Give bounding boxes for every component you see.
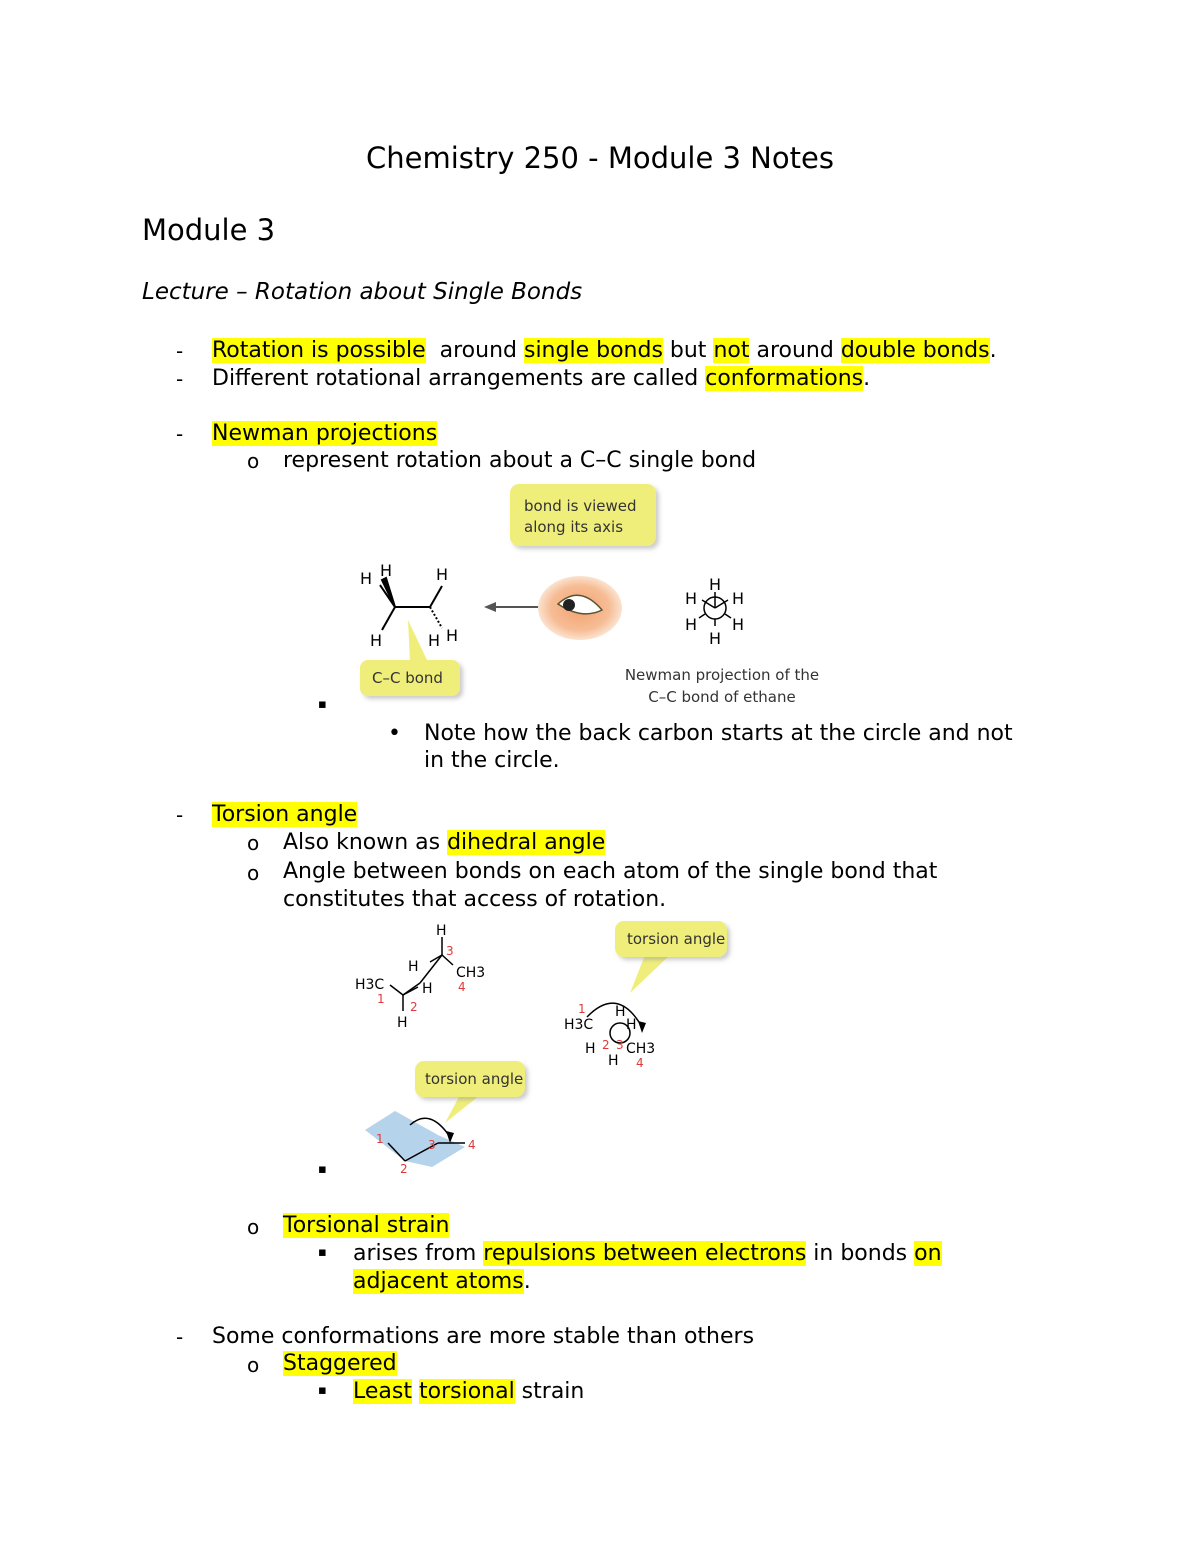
carbon-number: 4 (468, 1138, 476, 1152)
strain-line-2 (353, 1268, 531, 1296)
view-arrow (484, 602, 540, 612)
atom-h: H (626, 1017, 637, 1033)
text-period: . (989, 338, 997, 363)
carbon-number: 4 (636, 1056, 644, 1070)
atom-h: H (732, 589, 745, 608)
dihedral-planes (365, 1111, 476, 1176)
rotation-line (212, 337, 997, 365)
butane-zigzag (355, 923, 485, 1031)
note-line-1: Note how the back carbon starts at the circle and not (424, 721, 1013, 746)
cc-bond-label: C–C bond (372, 669, 443, 687)
atom-h: H (436, 565, 449, 584)
callout-bond-viewed (510, 484, 656, 546)
desc-line-2: constitutes that access of rotation. (283, 887, 667, 912)
conformations-line (212, 365, 870, 393)
text-strain: strain (514, 1379, 585, 1404)
carbon-number: 2 (602, 1038, 610, 1052)
atom-h: H (408, 959, 419, 975)
hl-torsional: torsional (418, 1379, 515, 1404)
carbon-number: 3 (616, 1038, 624, 1052)
o-marker: o (247, 449, 260, 473)
atom-h: H (732, 615, 745, 634)
newman-sub: represent rotation about a C–C single bond (283, 448, 757, 473)
hl-torsion-angle: Torsion angle (212, 802, 358, 827)
ch3-label: CH3 (626, 1041, 656, 1057)
text-around: around (425, 338, 524, 363)
text-in-bonds: in bonds (806, 1241, 915, 1266)
atom-h: H (370, 631, 383, 650)
hl-conformations: conformations (705, 366, 864, 391)
o-marker: o (247, 1215, 260, 1239)
atom-h: H (428, 631, 441, 650)
aka-line (283, 829, 605, 857)
text-period: . (863, 366, 871, 391)
hl-least: Least (353, 1379, 412, 1404)
torsional-strain-heading (283, 1212, 449, 1240)
dash-marker: - (176, 803, 184, 827)
carbon-number: 2 (410, 1000, 418, 1014)
dash-marker: - (176, 1325, 184, 1349)
hl-on: on (914, 1241, 942, 1266)
carbon-number: 1 (578, 1002, 586, 1016)
callout-line-1: bond is viewed (524, 497, 637, 515)
butane-newman (564, 1002, 655, 1070)
carbon-number: 1 (376, 1132, 384, 1146)
torsion-heading (212, 801, 357, 829)
staggered-heading (283, 1350, 397, 1378)
atom-h: H (436, 923, 447, 939)
atom-h: H (360, 569, 373, 588)
hl-rotation-possible: Rotation is possible (212, 338, 426, 363)
least-line (353, 1378, 584, 1406)
atom-h: H (685, 615, 698, 634)
hl-newman: Newman projections (212, 421, 438, 446)
atom-h: H (608, 1053, 619, 1069)
h3c-label: H3C (355, 977, 385, 993)
o-marker: o (247, 831, 260, 855)
carbon-number: 4 (458, 980, 466, 994)
stable-line: Some conformations are more stable than others (212, 1324, 755, 1349)
newman-caption-1: Newman projection of the (624, 666, 820, 684)
dash-marker: - (176, 339, 184, 363)
hl-dihedral: dihedral angle (447, 830, 606, 855)
ethane-sawhorse (380, 578, 442, 630)
text-aka: Also known as (283, 830, 448, 855)
h3c-label: H3C (564, 1017, 594, 1033)
carbon-number: 1 (377, 992, 385, 1006)
square-marker: ▪ (318, 1162, 327, 1177)
square-marker: ▪ (318, 1245, 327, 1260)
hl-double-bonds: double bonds (840, 338, 990, 363)
lecture-heading: Lecture – Rotation about Single Bonds (142, 279, 583, 305)
atom-h: H (709, 629, 722, 648)
desc-line-1: Angle between bonds on each atom of the single bond that (283, 859, 938, 884)
hl-staggered: Staggered (283, 1351, 397, 1376)
text-around-2: around (749, 338, 841, 363)
text-but: but (662, 338, 714, 363)
hl-torsional-strain: Torsional strain (283, 1213, 450, 1238)
callout-label: torsion angle (627, 930, 726, 948)
dash-marker: - (176, 422, 184, 446)
text-different: Different rotational arrangements are called (212, 366, 706, 391)
atom-h: H (615, 1004, 626, 1020)
newman-heading (212, 420, 437, 448)
hl-not: not (713, 338, 750, 363)
o-marker: o (247, 1353, 260, 1377)
atom-h: H (585, 1041, 596, 1057)
bullet-marker: • (388, 721, 401, 746)
atom-h: H (685, 589, 698, 608)
figure-ethane-newman (350, 480, 850, 710)
text-arises: arises from (353, 1241, 484, 1266)
carbon-number: 3 (428, 1138, 436, 1152)
text-period: . (523, 1269, 531, 1294)
hl-single-bonds: single bonds (523, 338, 663, 363)
callout-label: torsion angle (425, 1070, 524, 1088)
hl-adjacent-atoms: adjacent atoms (353, 1269, 524, 1294)
square-marker: ▪ (318, 697, 327, 712)
square-marker: ▪ (318, 1383, 327, 1398)
atom-h: H (397, 1015, 408, 1031)
o-marker: o (247, 861, 260, 885)
page-title: Chemistry 250 - Module 3 Notes (366, 141, 834, 175)
figure-torsion-angle (350, 915, 750, 1180)
atom-h: H (446, 626, 459, 645)
note-line-2: in the circle. (424, 748, 560, 773)
module-heading: Module 3 (142, 213, 276, 247)
dash-marker: - (176, 367, 184, 391)
atom-h: H (380, 561, 393, 580)
callout-torsion-angle-2 (415, 1061, 525, 1123)
eye-icon (538, 576, 622, 640)
newman-projection (685, 575, 744, 648)
carbon-number: 2 (400, 1162, 408, 1176)
strain-line-1 (353, 1240, 942, 1268)
atom-h: H (709, 575, 722, 594)
callout-torsion-angle-1 (615, 921, 727, 993)
atom-h: H (422, 981, 433, 997)
carbon-number: 3 (446, 944, 454, 958)
ch3-label: CH3 (456, 965, 486, 981)
newman-caption-2: C–C bond of ethane (648, 688, 796, 706)
hl-repulsions: repulsions between electrons (483, 1241, 807, 1266)
callout-line-2: along its axis (524, 518, 624, 536)
